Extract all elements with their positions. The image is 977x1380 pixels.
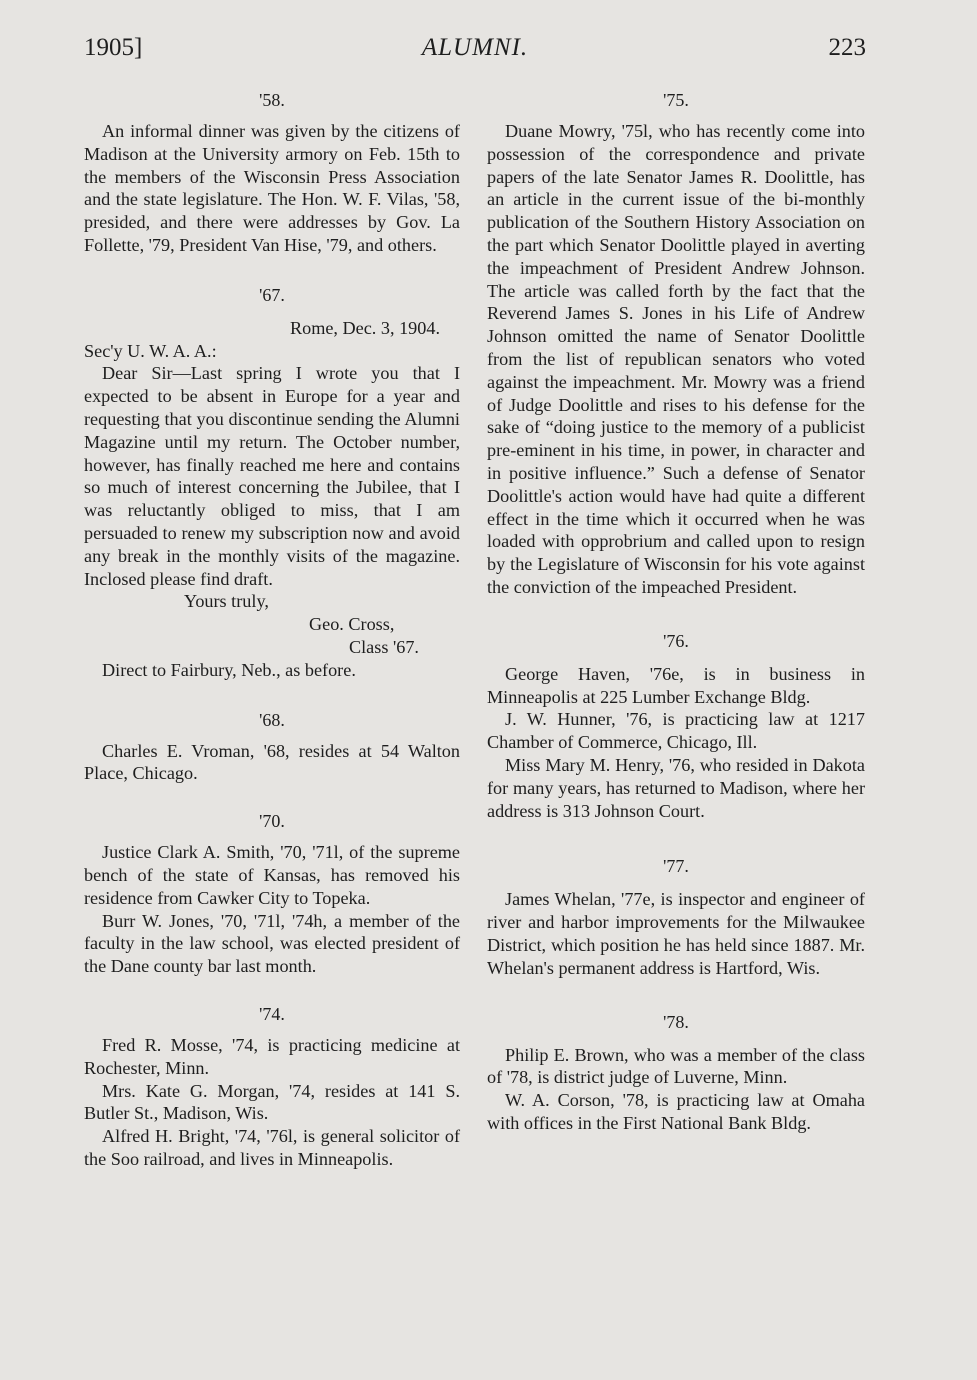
paragraph: Fred R. Mosse, '74, is practicing medicine at Rochester, Minn. <box>84 1034 460 1078</box>
letter-body: Dear Sir—Last spring I wrote you that I expected to be absent in Europe for a year and requesting that you discontinue sending the Alumni Magazine until my return. The October number, however, has finally reached me here and contains so much of interest concerning the Jubilee, that I was reluctantly obliged to miss, that I am persuaded to renew my subscription now and avoid any break in the monthly visits of the magazine. Inclosed please find draft. <box>84 363 460 589</box>
paragraph: Miss Mary M. Henry, '76, who resided in Dakota for many years, has returned to Madison, where her address is 313 Johnson Court. <box>487 754 865 821</box>
running-head-title: ALUMNI. <box>421 34 529 61</box>
section-heading: '74. <box>259 1003 285 1024</box>
section-heading: '67. <box>259 284 285 305</box>
right-column <box>487 86 865 1135</box>
section-heading: '68. <box>259 709 285 730</box>
section-58 <box>84 86 460 257</box>
section-67 <box>84 281 460 682</box>
section-77 <box>487 852 865 979</box>
letter-dateline: Rome, Dec. 3, 1904. <box>289 317 440 338</box>
running-head <box>84 34 866 68</box>
section-74 <box>84 1000 460 1171</box>
paragraph: Charles E. Vroman, '68, resides at 54 Walton Place, Chicago. <box>84 740 460 784</box>
paragraph: George Haven, '76e, is in business in Minneapolis at 225 Lumber Exchange Bldg. <box>487 663 865 707</box>
letter-signature: Geo. Cross, <box>309 614 395 635</box>
paragraph: James Whelan, '77e, is inspector and engineer of river and harbor improvements for the Milwaukee District, which position he has held since 1887. Mr. Whelan's permanent address is Hartford, Wis. <box>487 889 865 978</box>
section-68 <box>84 706 460 786</box>
letter-salutation: Sec'y U. W. A. A.: <box>84 340 217 361</box>
section-76 <box>487 627 865 823</box>
section-heading: '58. <box>259 90 285 110</box>
paragraph: Justice Clark A. Smith, '70, '71l, of the supreme bench of the state of Kansas, has removed his residence from Cawker City to Topeka. <box>84 842 460 908</box>
paragraph: Alfred H. Bright, '74, '76l, is general solicitor of the Soo railroad, and lives in Minneapolis. <box>84 1126 460 1169</box>
section-heading: '77. <box>663 856 689 877</box>
paragraph: Mrs. Kate G. Morgan, '74, resides at 141 S. Butler St., Madison, Wis. <box>84 1080 460 1124</box>
paragraph: Philip E. Brown, who was a member of the class of '78, is district judge of Luverne, Minn. <box>487 1044 865 1088</box>
section-heading: '75. <box>663 90 689 110</box>
letter-class-line: Class '67. <box>349 636 419 657</box>
paragraph: W. A. Corson, '78, is practicing law at Omaha with offices in the First National Bank Bldg. <box>487 1090 865 1133</box>
section-78 <box>487 1008 865 1135</box>
page-number: 223 <box>828 34 866 61</box>
section-70 <box>84 807 460 978</box>
paragraph: J. W. Hunner, '76, is practicing law at 1217 Chamber of Commerce, Chicago, Ill. <box>487 709 865 753</box>
section-heading: '78. <box>663 1011 689 1032</box>
section-heading: '70. <box>259 811 285 832</box>
running-head-year: 1905] <box>84 34 143 61</box>
paragraph: An informal dinner was given by the citizens of Madison at the University armory on Feb. 15th to the members of the Wisconsin Press Association and the state legislature. The Hon. W. F. Vilas, '58, presided, and there were addresses by Gov. La Follette, '79, President Van Hise, '79, and others. <box>84 121 460 255</box>
left-column <box>84 86 460 1171</box>
paragraph: Duane Mowry, '75l, who has recently come into possession of the correspondence and private papers of the late Senator James R. Doolittle, has an article in the current issue of the bi-monthly publication of the Southern History Association on the part which Senator Doolittle played in averting the impeachment of President Andrew Johnson. The article was called forth by the fact that the Reverend James S. Jones in his Life of Andrew Johnson omitted the name of Senator Doolittle from the list of republican senators who voted against the impeachment. Mr. Mowry was a friend of Judge Doolittle and rises to his defense for the sake of “doing justice to the memory of a publicist pre-eminent in his time, in power, in character and in positive influence.” Such a defense of Senator Doolittle's action would have had quite a different effect in the time which it occurred when he was loaded with opprobrium and called upon to resign by the Legislature of Wisconsin for his vote against the conviction of the impeached President. <box>487 121 865 597</box>
section-heading: '76. <box>663 630 689 651</box>
letter-footer: Direct to Fairbury, Neb., as before. <box>102 659 356 680</box>
section-75 <box>487 86 865 599</box>
paragraph: Burr W. Jones, '70, '71l, '74h, a member of the faculty in the law school, was elected president of the Dane county bar last month. <box>84 910 460 977</box>
letter-closing: Yours truly, <box>184 591 269 612</box>
